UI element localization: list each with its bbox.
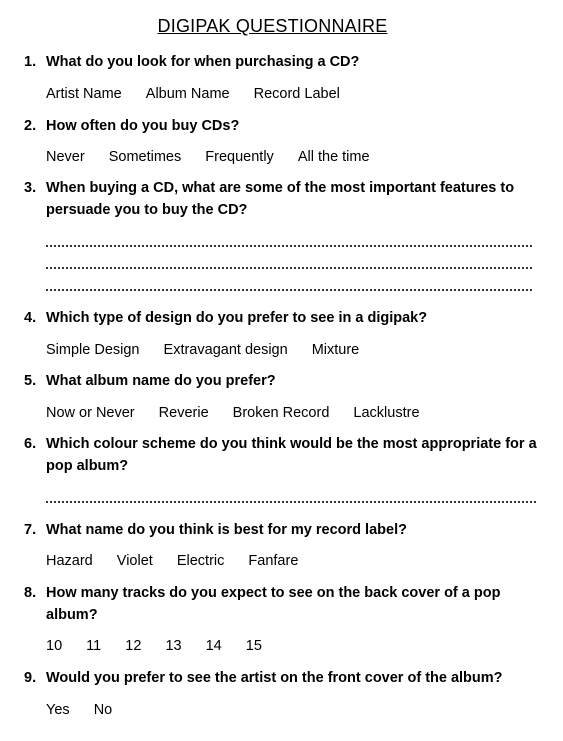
question-6 bbox=[24, 433, 544, 477]
option[interactable]: 14 bbox=[205, 638, 222, 654]
question-number: 5. bbox=[24, 373, 37, 389]
question-7 bbox=[24, 519, 544, 541]
option[interactable]: No bbox=[93, 702, 113, 718]
question-number: 9. bbox=[24, 670, 37, 686]
option[interactable]: All the time bbox=[297, 149, 370, 165]
question-text: How many tracks do you expect to see on the back cover of a pop album? bbox=[46, 585, 501, 623]
question-7-options bbox=[46, 551, 318, 571]
option[interactable]: Sometimes bbox=[108, 149, 182, 165]
question-number: 3. bbox=[24, 180, 37, 196]
question-text: When buying a CD, what are some of the most important features to persuade you to buy the CD? bbox=[46, 180, 515, 218]
option[interactable]: Never bbox=[46, 149, 85, 165]
option[interactable]: Yes bbox=[46, 702, 70, 718]
question-number: 8. bbox=[24, 585, 37, 601]
option[interactable]: Fanfare bbox=[248, 553, 299, 569]
answer-line[interactable] bbox=[46, 265, 532, 269]
question-text: Which type of design do you prefer to see in a digipak? bbox=[46, 310, 428, 326]
option[interactable]: Violet bbox=[116, 553, 153, 569]
option[interactable]: Lacklustre bbox=[353, 405, 420, 421]
question-5-options bbox=[46, 403, 440, 423]
page-title: DIGIPAK QUESTIONNAIRE bbox=[157, 16, 388, 36]
question-3 bbox=[24, 177, 544, 221]
option[interactable]: 12 bbox=[125, 638, 142, 654]
question-1 bbox=[24, 51, 544, 73]
question-4 bbox=[24, 307, 544, 329]
option[interactable]: 15 bbox=[245, 638, 262, 654]
option[interactable]: Artist Name bbox=[46, 86, 122, 102]
option[interactable]: Hazard bbox=[46, 553, 93, 569]
option[interactable]: Mixture bbox=[311, 342, 360, 358]
option[interactable]: 13 bbox=[165, 638, 182, 654]
question-text: What name do you think is best for my record label? bbox=[46, 522, 407, 538]
question-number: 7. bbox=[24, 522, 37, 538]
question-number: 6. bbox=[24, 436, 37, 452]
option[interactable]: Extravagant design bbox=[163, 342, 288, 358]
option[interactable]: 11 bbox=[86, 638, 102, 654]
question-text: Which colour scheme do you think would be the most appropriate for a pop album? bbox=[46, 436, 537, 474]
question-8 bbox=[24, 582, 544, 626]
question-1-options bbox=[46, 84, 360, 104]
option[interactable]: 10 bbox=[46, 638, 63, 654]
question-9-options bbox=[46, 700, 132, 720]
answer-line[interactable] bbox=[46, 499, 536, 503]
option[interactable]: Broken Record bbox=[232, 405, 330, 421]
question-2-options bbox=[46, 147, 390, 167]
question-number: 1. bbox=[24, 54, 37, 70]
question-8-options bbox=[46, 636, 282, 656]
question-2 bbox=[24, 115, 544, 137]
question-text: How often do you buy CDs? bbox=[46, 118, 240, 134]
option[interactable]: Frequently bbox=[205, 149, 274, 165]
option[interactable]: Electric bbox=[176, 553, 225, 569]
option[interactable]: Album Name bbox=[145, 86, 230, 102]
answer-line[interactable] bbox=[46, 243, 532, 247]
question-text: What album name do you prefer? bbox=[46, 373, 276, 389]
question-number: 2. bbox=[24, 118, 37, 134]
question-number: 4. bbox=[24, 310, 37, 326]
answer-line[interactable] bbox=[46, 287, 532, 291]
question-text: What do you look for when purchasing a CD? bbox=[46, 54, 360, 70]
question-5 bbox=[24, 370, 544, 392]
question-4-options bbox=[46, 340, 379, 360]
question-text: Would you prefer to see the artist on the front cover of the album? bbox=[46, 670, 503, 686]
question-9 bbox=[24, 667, 544, 689]
option[interactable]: Simple Design bbox=[46, 342, 140, 358]
option[interactable]: Now or Never bbox=[46, 405, 135, 421]
option[interactable]: Record Label bbox=[253, 86, 340, 102]
option[interactable]: Reverie bbox=[158, 405, 209, 421]
